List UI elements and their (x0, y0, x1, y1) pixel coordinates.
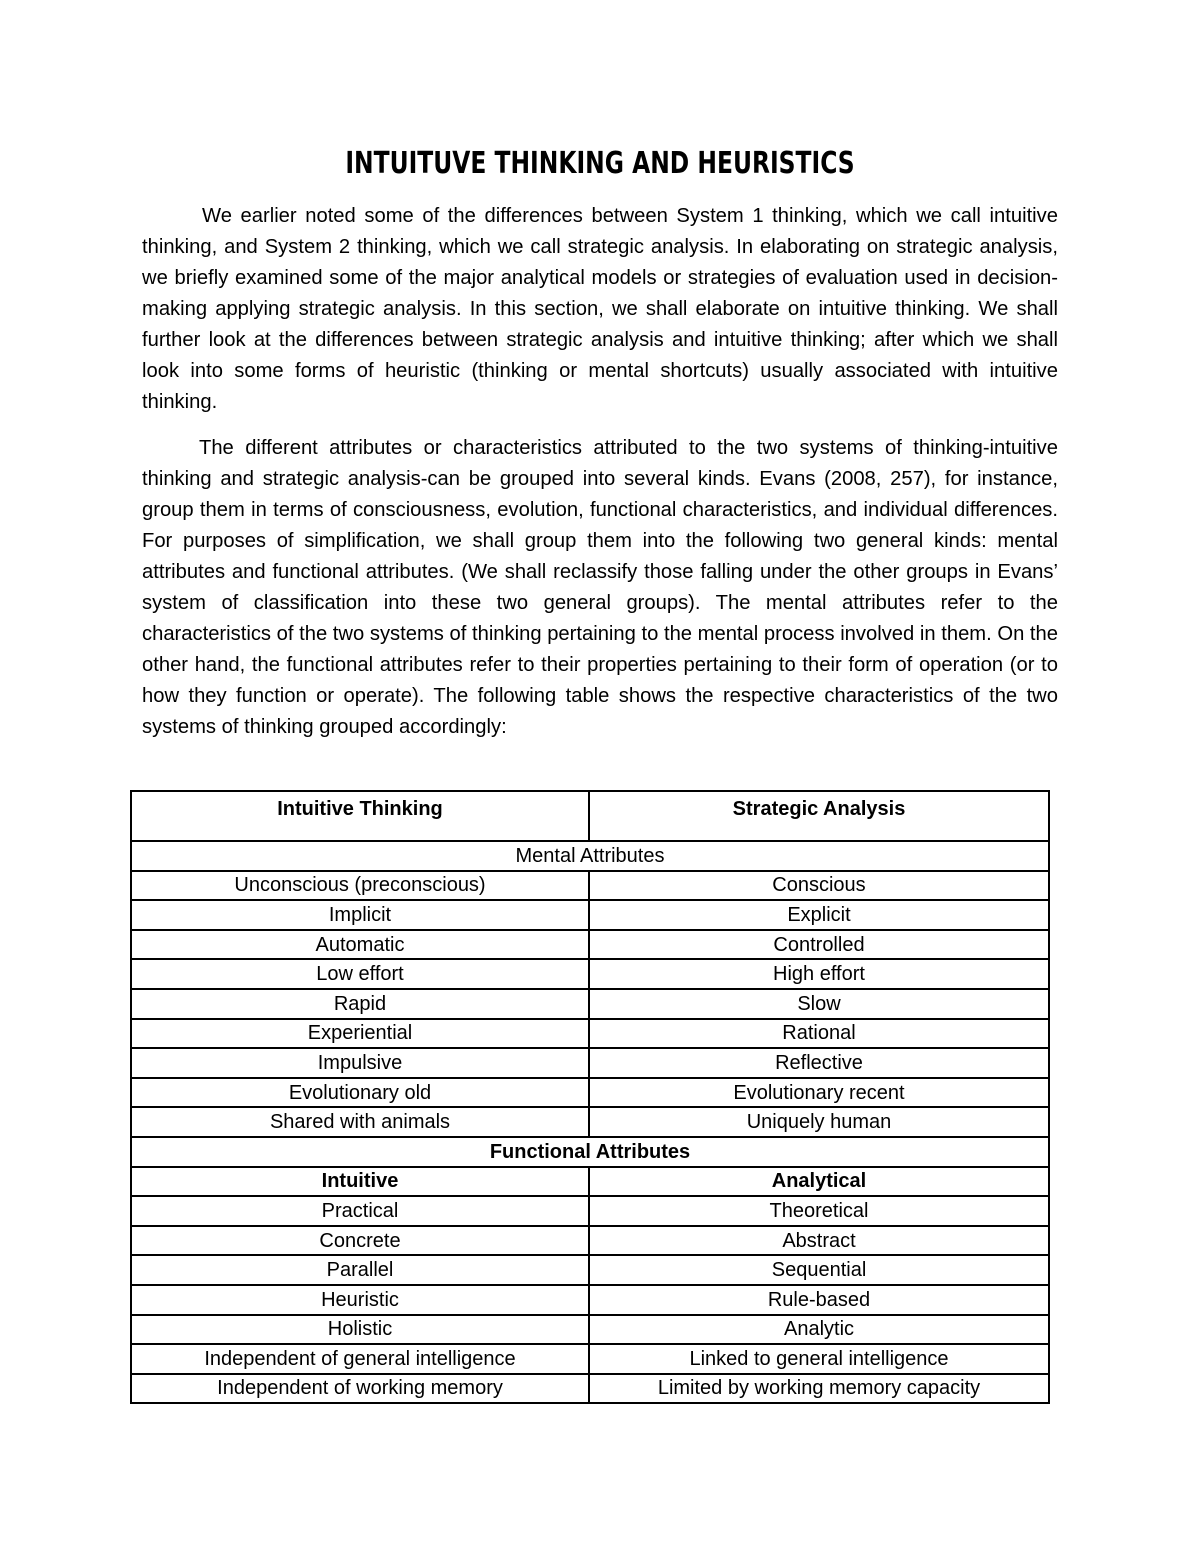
table-row (131, 1226, 1049, 1256)
intuitive-cell: Implicit (131, 900, 589, 930)
section-row-mental (131, 841, 1049, 871)
strategic-cell: Rational (589, 1019, 1049, 1049)
subheader-intuitive: Intuitive (131, 1167, 589, 1197)
strategic-cell: Limited by working memory capacity (589, 1374, 1049, 1404)
strategic-cell: Sequential (589, 1255, 1049, 1285)
table-row (131, 1019, 1049, 1049)
header-intuitive-thinking: Intuitive Thinking (131, 791, 589, 841)
strategic-cell: Theoretical (589, 1196, 1049, 1226)
intuitive-cell: Low effort (131, 959, 589, 989)
table-row (131, 1078, 1049, 1108)
intuitive-cell: Rapid (131, 989, 589, 1019)
table-row (131, 1048, 1049, 1078)
table-row (131, 930, 1049, 960)
table-row (131, 1196, 1049, 1226)
page-title: INTUITUVE THINKING AND HEURISTICS (345, 146, 855, 181)
attributes-table (130, 790, 1050, 1404)
intuitive-cell: Holistic (131, 1315, 589, 1345)
intuitive-cell: Practical (131, 1196, 589, 1226)
mental-attributes-heading: Mental Attributes (131, 841, 1049, 871)
table-row (131, 1285, 1049, 1315)
strategic-cell: High effort (589, 959, 1049, 989)
table-row (131, 1255, 1049, 1285)
strategic-cell: Abstract (589, 1226, 1049, 1256)
intuitive-cell: Shared with animals (131, 1107, 589, 1137)
intuitive-cell: Heuristic (131, 1285, 589, 1315)
strategic-cell: Slow (589, 989, 1049, 1019)
intuitive-cell: Impulsive (131, 1048, 589, 1078)
subheader-analytical: Analytical (589, 1167, 1049, 1197)
table-row (131, 1344, 1049, 1374)
strategic-cell: Reflective (589, 1048, 1049, 1078)
table-row (131, 1315, 1049, 1345)
table-row (131, 1107, 1049, 1137)
functional-attributes-heading: Functional Attributes (131, 1137, 1049, 1167)
strategic-cell: Rule-based (589, 1285, 1049, 1315)
strategic-cell: Uniquely human (589, 1107, 1049, 1137)
intuitive-cell: Concrete (131, 1226, 589, 1256)
section-row-functional (131, 1137, 1049, 1167)
strategic-cell: Linked to general intelligence (589, 1344, 1049, 1374)
intuitive-cell: Independent of general intelligence (131, 1344, 589, 1374)
table-row (131, 1374, 1049, 1404)
table-header-row (131, 791, 1049, 841)
table-row (131, 900, 1049, 930)
functional-subheader-row (131, 1167, 1049, 1197)
table-row (131, 871, 1049, 901)
intuitive-cell: Evolutionary old (131, 1078, 589, 1108)
intuitive-cell: Experiential (131, 1019, 589, 1049)
strategic-cell: Explicit (589, 900, 1049, 930)
table-row (131, 959, 1049, 989)
intuitive-cell: Independent of working memory (131, 1374, 589, 1404)
strategic-cell: Analytic (589, 1315, 1049, 1345)
paragraph-attributes: The different attributes or characteristics attributed to the two systems of thinking-intuitive thinking and strategic analysis-can be grouped into several kinds. Evans (2008, 257), for instance, group them in terms of consciousness, evolution, functional characteristics, and individual differences. For purposes of simplification, we shall group them into the following two general kinds: mental attributes and functional attributes. (We shall reclassify those falling under the other groups in Evans’ system of classification into these two general groups). The mental attributes refer to the characteristics of the two systems of thinking pertaining to the mental process involved in them. On the other hand, the functional attributes refer to their properties pertaining to their form of operation (or to how they function or operate). The following table shows the respective characteristics of the two systems of thinking grouped accordingly: (142, 437, 1058, 738)
strategic-cell: Controlled (589, 930, 1049, 960)
intuitive-cell: Automatic (131, 930, 589, 960)
strategic-cell: Conscious (589, 871, 1049, 901)
intuitive-cell: Unconscious (preconscious) (131, 871, 589, 901)
paragraph-intro: We earlier noted some of the differences between System 1 thinking, which we call intuitive thinking, and System 2 thinking, which we call strategic analysis. In elaborating on strategic analysis, we briefly examined some of the major analytical models or strategies of evaluation used in decision-making applying strategic analysis. In this section, we shall elaborate on intuitive thinking. We shall further look at the differences between strategic analysis and intuitive thinking; after which we shall look into some forms of heuristic (thinking or mental shortcuts) usually associated with intuitive thinking. (142, 205, 1058, 413)
header-strategic-analysis: Strategic Analysis (589, 791, 1049, 841)
table-row (131, 989, 1049, 1019)
strategic-cell: Evolutionary recent (589, 1078, 1049, 1108)
intuitive-cell: Parallel (131, 1255, 589, 1285)
